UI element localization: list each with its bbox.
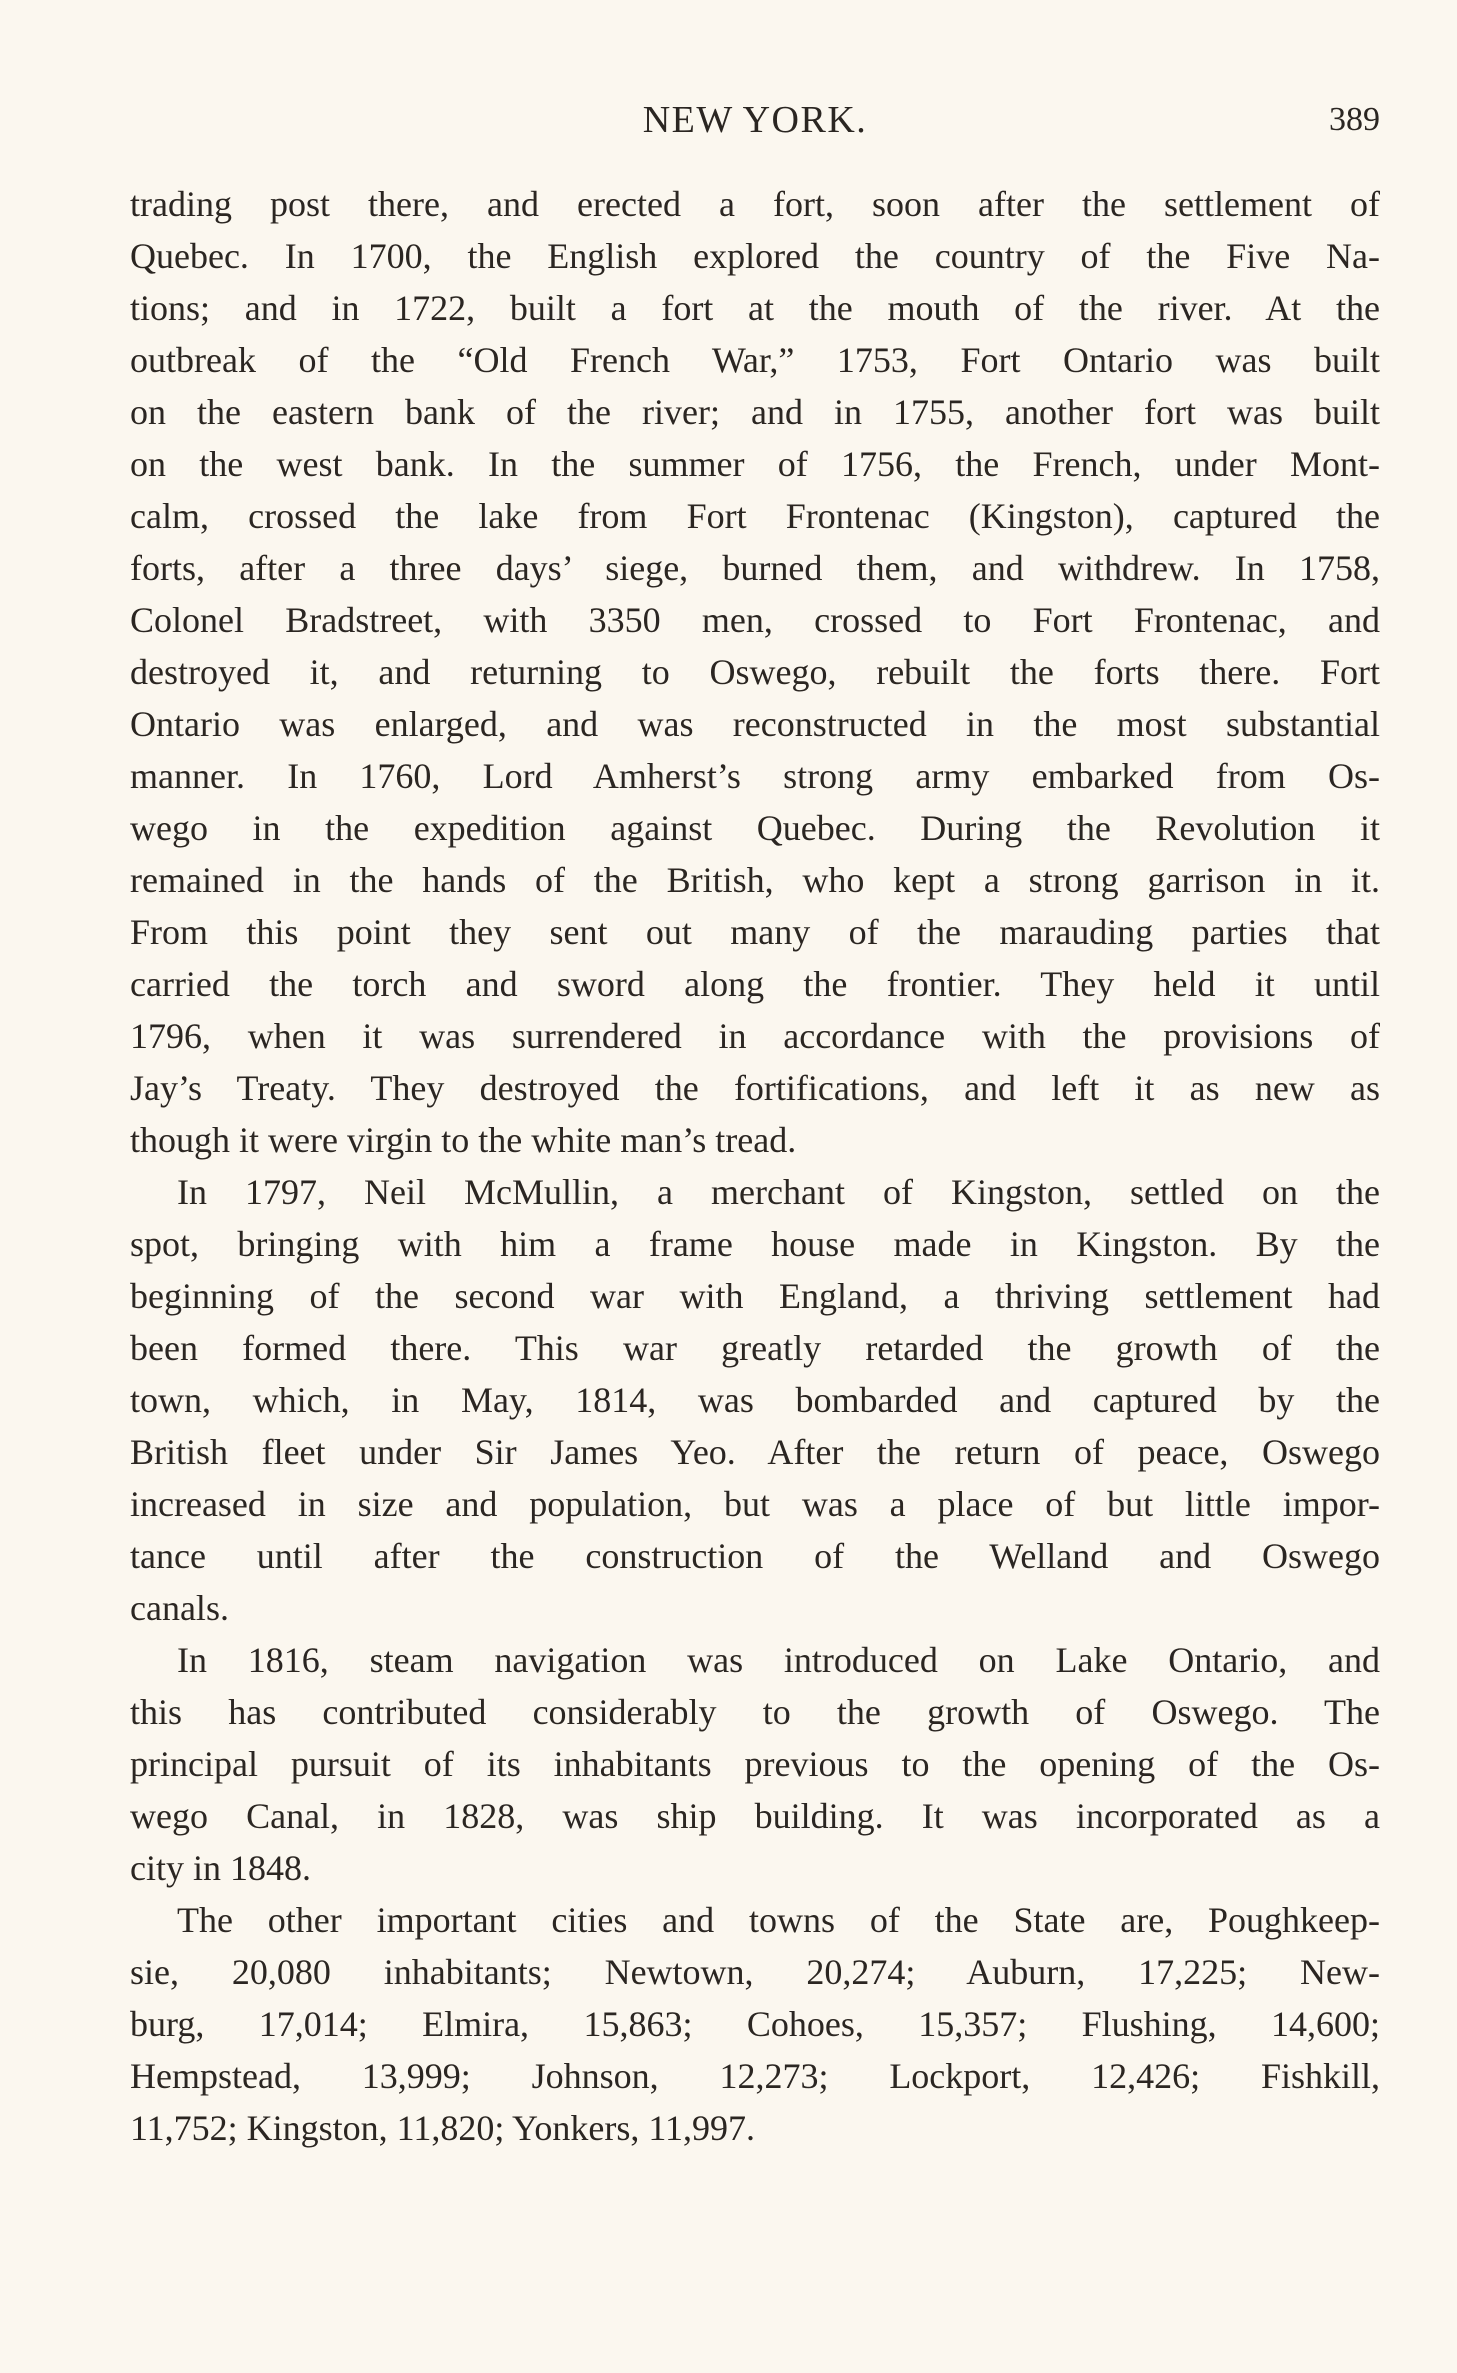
text-line: From this point they sent out many of the marauding parties that: [130, 912, 1380, 952]
text-line: wego in the expedition against Quebec. During the Revolution it: [130, 808, 1380, 848]
text-line: remained in the hands of the British, who kept a strong garrison in it.: [130, 860, 1380, 900]
text-line: canals.: [130, 1588, 229, 1628]
text-line: spot, bringing with him a frame house made in Kingston. By the: [130, 1224, 1380, 1264]
text-line: wego Canal, in 1828, was ship building. It was incorporated as a: [130, 1796, 1380, 1836]
text-line: tions; and in 1722, built a fort at the mouth of the river. At the: [130, 288, 1380, 328]
text-line: trading post there, and erected a fort, soon after the settlement of: [130, 184, 1380, 224]
text-line: been formed there. This war greatly retarded the growth of the: [130, 1328, 1380, 1368]
text-line: forts, after a three days’ siege, burned them, and withdrew. In 1758,: [130, 548, 1380, 588]
text-line: Ontario was enlarged, and was reconstructed in the most substantial: [130, 704, 1380, 744]
text-line: carried the torch and sword along the frontier. They held it until: [130, 964, 1380, 1004]
paragraph-start: The other important cities and towns of the State are, Poughkeep-: [177, 1900, 1380, 1940]
text-line: burg, 17,014; Elmira, 15,863; Cohoes, 15,357; Flushing, 14,600;: [130, 2004, 1380, 2044]
text-line: outbreak of the “Old French War,” 1753, Fort Ontario was built: [130, 340, 1380, 380]
text-line: on the eastern bank of the river; and in 1755, another fort was built: [130, 392, 1380, 432]
text-line: calm, crossed the lake from Fort Frontenac (Kingston), captured the: [130, 496, 1380, 536]
text-line: 11,752; Kingston, 11,820; Yonkers, 11,997.: [130, 2108, 756, 2148]
text-line: Jay’s Treaty. They destroyed the fortifications, and left it as new as: [130, 1068, 1380, 1108]
text-line: on the west bank. In the summer of 1756, the French, under Mont-: [130, 444, 1380, 484]
text-line: city in 1848.: [130, 1848, 311, 1888]
text-line: tance until after the construction of the Welland and Oswego: [130, 1536, 1380, 1576]
body-text: [130, 178, 1380, 2154]
text-line: increased in size and population, but was a place of but little impor-: [130, 1484, 1380, 1524]
text-line: British fleet under Sir James Yeo. After the return of peace, Oswego: [130, 1432, 1380, 1472]
text-line: principal pursuit of its inhabitants previous to the opening of the Os-: [130, 1744, 1380, 1784]
text-line: destroyed it, and returning to Oswego, rebuilt the forts there. Fort: [130, 652, 1380, 692]
text-line: sie, 20,080 inhabitants; Newtown, 20,274; Auburn, 17,225; New-: [130, 1952, 1380, 1992]
text-line: beginning of the second war with England, a thriving settlement had: [130, 1276, 1380, 1316]
text-line: Colonel Bradstreet, with 3350 men, crossed to Fort Frontenac, and: [130, 600, 1380, 640]
running-head: [130, 98, 1380, 142]
text-line: Quebec. In 1700, the English explored the country of the Five Na-: [130, 236, 1380, 276]
text-line: manner. In 1760, Lord Amherst’s strong army embarked from Os-: [130, 756, 1380, 796]
paragraph-start: In 1797, Neil McMullin, a merchant of Kingston, settled on the: [177, 1172, 1380, 1212]
text-line: this has contributed considerably to the growth of Oswego. The: [130, 1692, 1380, 1732]
text-line: though it were virgin to the white man’s tread.: [130, 1120, 797, 1160]
text-line: town, which, in May, 1814, was bombarded and captured by the: [130, 1380, 1380, 1420]
paragraph-start: In 1816, steam navigation was introduced on Lake Ontario, and: [177, 1640, 1380, 1680]
page-number: 389: [1329, 101, 1380, 138]
running-title: NEW YORK.: [642, 99, 868, 141]
text-line: Hempstead, 13,999; Johnson, 12,273; Lockport, 12,426; Fishkill,: [130, 2056, 1380, 2096]
text-line: 1796, when it was surrendered in accordance with the provisions of: [130, 1016, 1380, 1056]
